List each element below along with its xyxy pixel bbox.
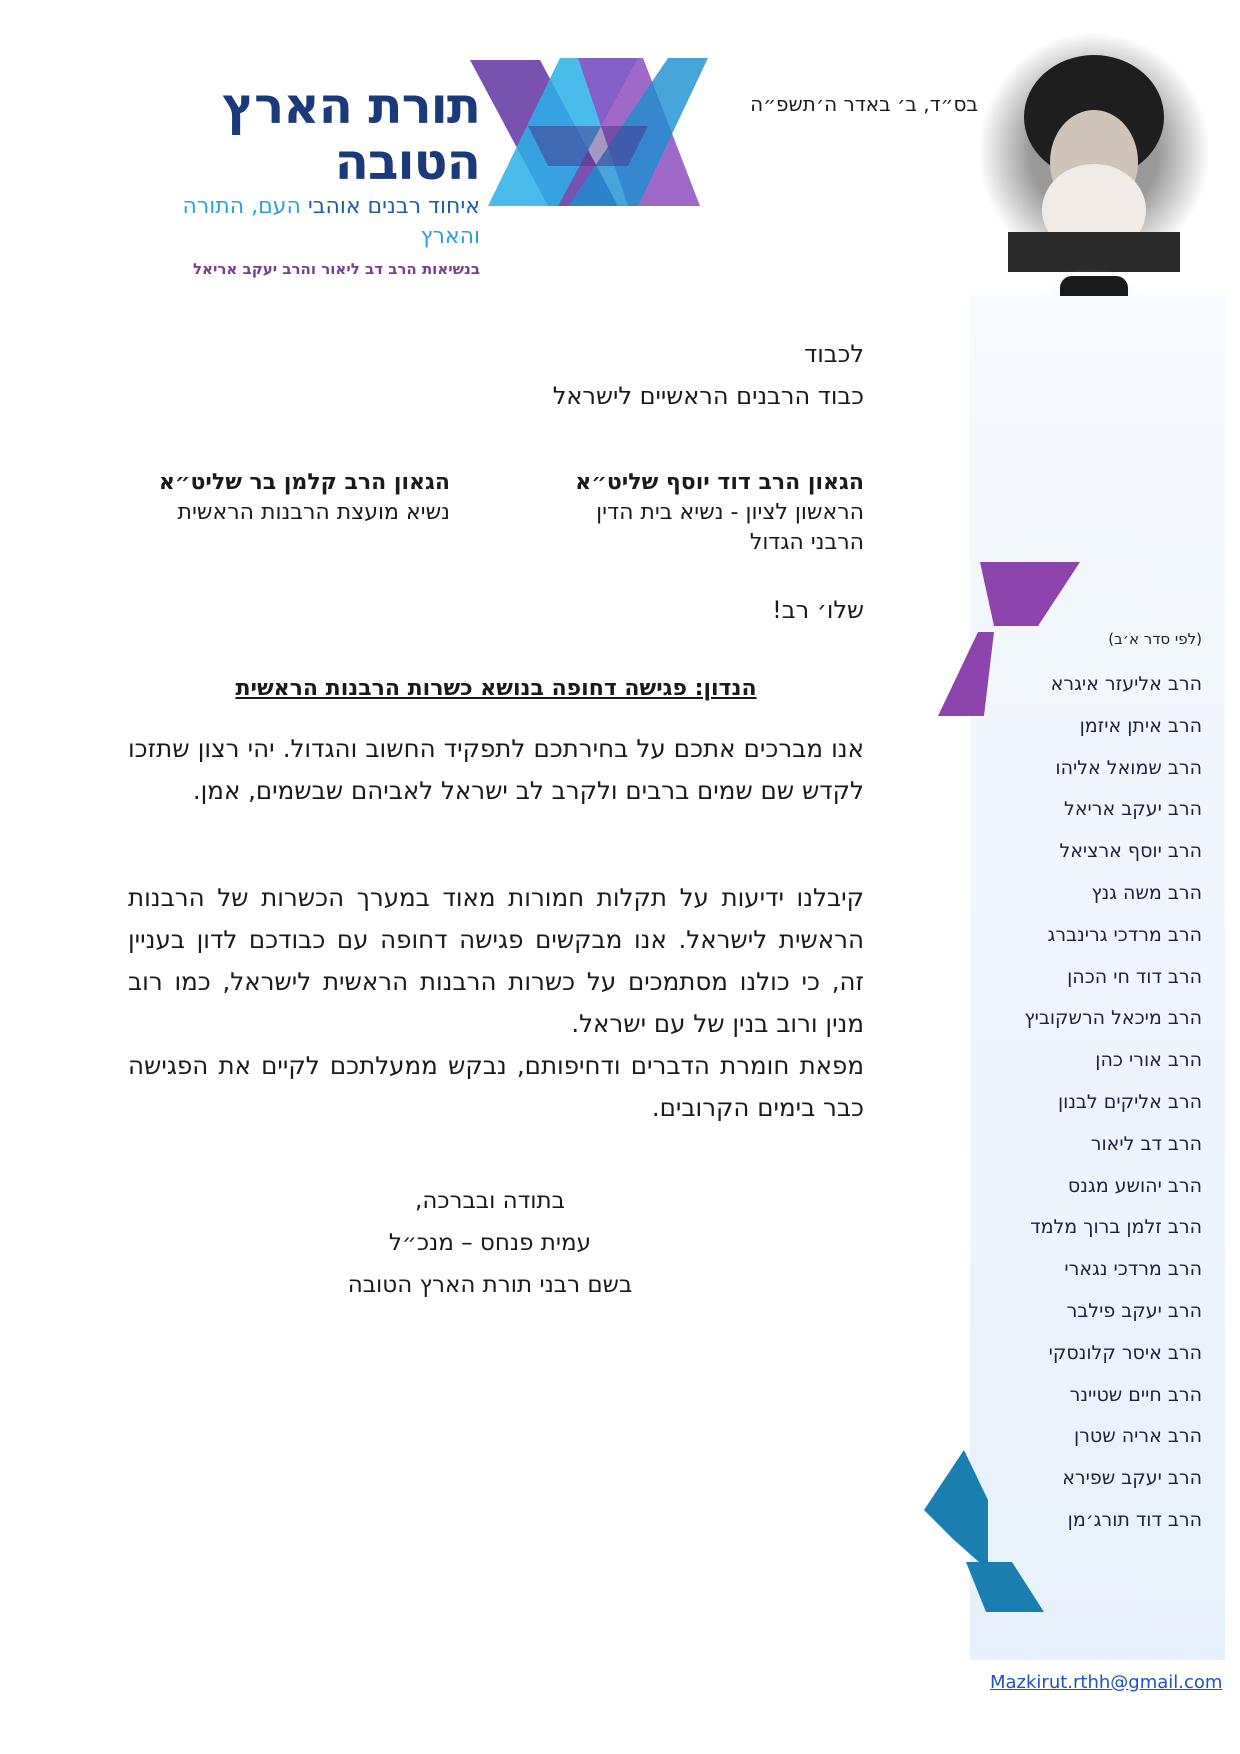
sidebar-rabbi-item: הרב יהושע מגנס: [1067, 1174, 1202, 1197]
paragraph-text: אנו מברכים אתכם על בחירתכם לתפקיד החשוב והגדול. יהי רצון שתזכו לקדש שם שמים ברבים ולקרב לב ישראל לאביהם שבשמים, אמן.: [128, 734, 864, 805]
sidebar-rabbi-item: הרב אליקים לבנון: [1057, 1090, 1202, 1113]
sidebar-rabbi-item: הרב אריה שטרן: [1074, 1425, 1202, 1448]
logo-title: תורת הארץ הטובה: [222, 77, 480, 191]
rabbi-title: נשיא מועצת הרבנות הראשית: [177, 500, 450, 525]
sidebar-rabbi-item: הרב יעקב שפירא: [1062, 1467, 1202, 1490]
logo-leadership: בנשיאות הרב דב ליאור והרב יעקב אריאל: [192, 260, 480, 278]
rabbi-block: [540, 468, 864, 558]
sidebar-rabbi-item: הרב אורי כהן: [1095, 1049, 1202, 1072]
logo-subtitle-part1: איחוד רבנים אוהבי: [307, 194, 480, 219]
sidebar-rabbi-item: הרב מרדכי נגארי: [1064, 1258, 1202, 1281]
rabbi-title-cont: הרבני הגדול: [749, 530, 864, 555]
signer-org: בשם רבני תורת הארץ הטובה: [347, 1272, 633, 1298]
logo-subtitle-part2: העם, התורה והארץ: [182, 194, 480, 249]
sidebar-rabbi-item: הרב חיים שטיינר: [1069, 1383, 1202, 1406]
portrait-top-icon: [978, 32, 1210, 272]
signer-name: עמית פנחס – מנכ״ל: [388, 1230, 592, 1256]
subject-line: הנדון: פגישה דחופה בנושא כשרות הרבנות הראשית: [235, 676, 757, 701]
paragraph-1: [128, 728, 864, 812]
sidebar-rabbi-item: הרב דוד תורג׳מן: [1067, 1508, 1202, 1531]
sidebar-rabbi-item: הרב יעקב אריאל: [1064, 798, 1202, 821]
sidebar-items: [990, 664, 1202, 1542]
sidebar-rabbi-item: הרב מיכאל הרשקוביץ: [1024, 1007, 1202, 1030]
sidebar-rabbi-item: הרב דוד חי הכהן: [1067, 965, 1202, 988]
rabbi-name: הגאון הרב קלמן בר שליט״א: [158, 470, 450, 495]
address-recipients: כבוד הרבנים הראשיים לישראל: [552, 382, 864, 410]
rabbi-block: [130, 468, 450, 528]
sidebar-rabbi-item: הרב איתן איזמן: [1079, 714, 1202, 737]
closing-line: בתודה ובברכה,: [415, 1188, 565, 1214]
sidebar-rabbi-item: הרב משה גנץ: [1091, 881, 1202, 904]
sidebar-rabbi-item: הרב זלמן ברוך מלמד: [1030, 1216, 1202, 1239]
paragraph-text: קיבלנו ידיעות על תקלות חמורות מאוד במערך הכשרות של הרבנות הראשית לישראל. אנו מבקשים פגישה דחופה עם כבודכם לדון בעניין זה, כי כולנו מסתמכים על כשרות הרבנות הראשית לישראל, כמו רוב מנין ורוב בנין של עם ישראל.: [128, 883, 864, 1038]
logo-subtitle: [120, 192, 480, 252]
sidebar-order-note: (לפי סדר א׳ב): [1108, 630, 1202, 648]
date-line: בס״ד, ב׳ באדר ה׳תשפ״ה: [750, 92, 978, 116]
sidebar-rabbi-item: הרב אליעזר איגרא: [1050, 673, 1202, 695]
rabbi-title: הראשון לציון - נשיא בית הדין: [596, 500, 864, 525]
sidebar-rabbi-item: הרב יוסף ארציאל: [1059, 840, 1202, 863]
star-of-david-logo-icon: [468, 56, 708, 216]
rabbi-name: הגאון הרב דוד יוסף שליט״א: [575, 470, 864, 495]
sidebar-rabbi-list: [990, 630, 1202, 1542]
sidebar-rabbi-item: הרב דב ליאור: [1090, 1132, 1202, 1155]
sidebar-rabbi-item: הרב איסר קלונסקי: [1048, 1341, 1202, 1364]
logo-text: [120, 78, 480, 278]
paragraph-text: מפאת חומרת הדברים ודחיפותם, נבקש ממעלתכם לקיים את הפגישה כבר בימים הקרובים.: [128, 1051, 864, 1122]
paragraph-2: [128, 877, 864, 1129]
email-link[interactable]: Mazkirut.rthh@gmail.com: [990, 1672, 1223, 1693]
sidebar-rabbi-item: הרב יעקב פילבר: [1066, 1299, 1202, 1322]
sidebar-rabbi-item: הרב מרדכי גרינברג: [1047, 923, 1202, 946]
closing-signature: [330, 1180, 650, 1306]
greeting: שלו׳ רב!: [772, 596, 864, 624]
address-to: לכבוד: [804, 340, 864, 368]
sidebar-rabbi-item: הרב שמואל אליהו: [1055, 756, 1202, 779]
